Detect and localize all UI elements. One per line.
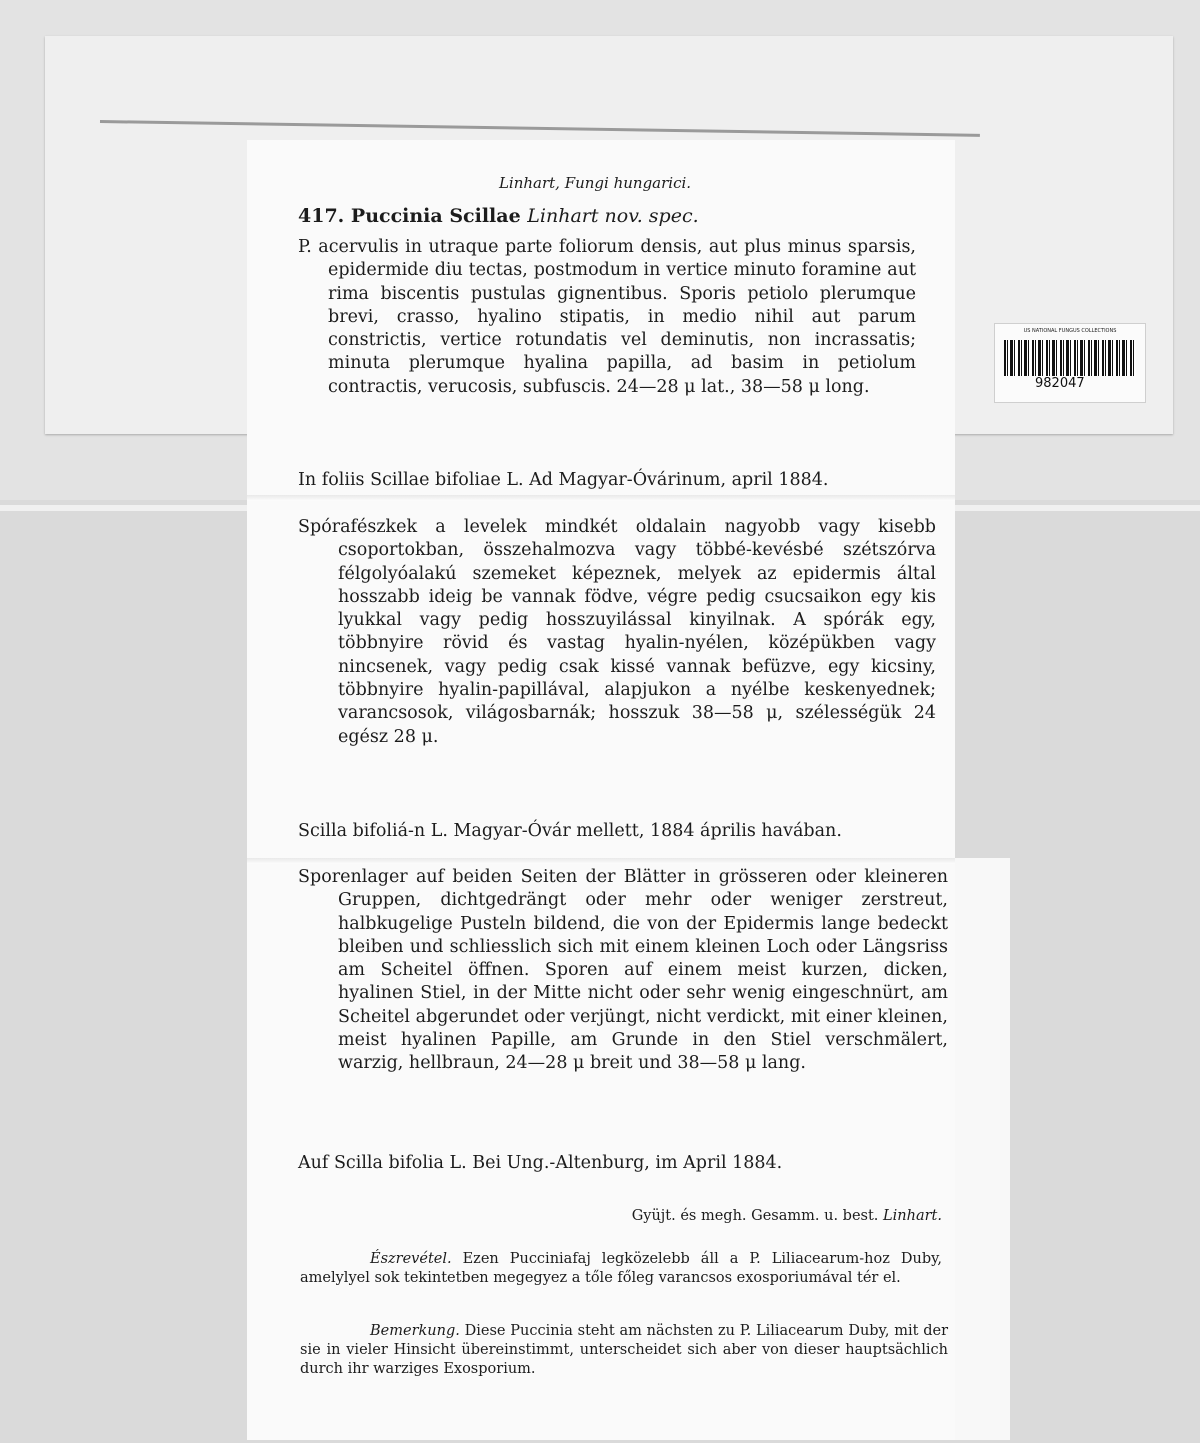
note-german <box>300 1322 948 1379</box>
label-lower-extension <box>955 858 1010 1440</box>
note-german-title: Bemerkung. <box>370 1323 460 1339</box>
label-fold-line <box>247 858 955 864</box>
note-hungarian-text: Ezen Pucciniafaj legközelebb áll a P. Liliacearum-hoz Duby, amelylyel sok tekintetben megegyez a tőle főleg varancsos exosporiumával tér el. <box>300 1251 942 1286</box>
german-description: Sporenlager auf beiden Seiten der Blätter in grösseren oder kleineren Gruppen, dichtgedrängt oder mehr oder weniger zerstreut, halbkugelige Pusteln bildend, die von der Epidermis lange bedeckt bleiben und schliesslich sich mit einem kleinen Loch oder Längsriss am Scheitel öffnen. Sporen auf einem meist kurzen, dicken, hyalinen Stiel, in der Mitte nicht oder sehr wenig eingeschnürt, am Scheitel abgerundet oder verjüngt, nicht verdickt, mit einer kleinen, meist hyalinen Papille, am Grunde in den Stiel verschmälert, warzig, hellbraun, 24—28 μ breit und 38—58 μ lang. <box>298 867 948 1074</box>
hungarian-description: Spórafészkek a levelek mindkét oldalain nagyobb vagy kisebb csoportokban, összehalmozva vagy többé-kevésbé szétszórva félgolyóalakú szemeket képeznek, melyek az epidermis által hosszabb ideig be vannak födve, végre pedig csucsaikon egy kis lyukkal vagy pedig hosszuyilással kinyilnak. A spórák egy, többnyire rövid és vastag hyalin-nyélen, középükben vagy nincsenek, vagy pedig csak kissé vannak befüzve, egy kicsiny, többnyire hyalin-papillával, alapjukon a nyélbe keskenyednek; varancsosok, világosbarnák; hosszuk 38—58 μ, szélességük 24 egész 28 μ. <box>298 517 936 747</box>
barcode-number: 982047 <box>1035 376 1085 391</box>
species-title <box>298 205 898 228</box>
label-fold-line <box>247 495 955 501</box>
barcode-bars <box>1004 340 1136 376</box>
species-number: 417. <box>298 205 345 227</box>
note-german-text: Diese Puccinia steht am nächsten zu P. Liliacearum Duby, mit der sie in vieler Hinsicht übereinstimmt, unterscheidet sich aber von dieser hauptsächlich durch ihr warziges Exosporium. <box>300 1323 948 1377</box>
latin-description: P. acervulis in utraque parte foliorum densis, aut plus minus sparsis, epidermide diu tectas, postmodum in vertice minuto foramine aut rima biscentis pustulas gignentibus. Sporis petiolo plerumque brevi, crasso, hyalino stipatis, in medio nihil aut parum constrictis, vertice rotundatis vel deminutis, non incrassatis; minuta plerumque hyalina papilla, ad basim in petiolum contractis, verucosis, subfuscis. 24—28 μ lat., 38—58 μ long. <box>298 237 916 397</box>
collector-name: Linhart. <box>883 1208 942 1224</box>
latin-locality: In foliis Scillae bifoliae L. Ad Magyar-Óvárinum, april 1884. <box>298 470 829 490</box>
collector-prefix: Gyüjt. és megh. Gesamm. u. best. <box>631 1208 879 1224</box>
note-hungarian <box>300 1250 942 1288</box>
barcode-label <box>994 323 1146 403</box>
note-hungarian-title: Észrevétel. <box>370 1251 452 1267</box>
collector-line <box>440 1205 942 1228</box>
species-author: Linhart nov. spec. <box>527 205 699 227</box>
german-locality: Auf Scilla bifolia L. Bei Ung.-Altenburg, im April 1884. <box>298 1153 783 1173</box>
hungarian-locality: Scilla bifoliá-n L. Magyar-Óvár mellett, 1884 április havában. <box>298 821 842 841</box>
barcode-institution: US NATIONAL FUNGUS COLLECTIONS <box>1023 328 1117 334</box>
species-name: Puccinia Scillae <box>350 205 521 227</box>
label-header: Linhart, Fungi hungarici. <box>498 174 692 192</box>
